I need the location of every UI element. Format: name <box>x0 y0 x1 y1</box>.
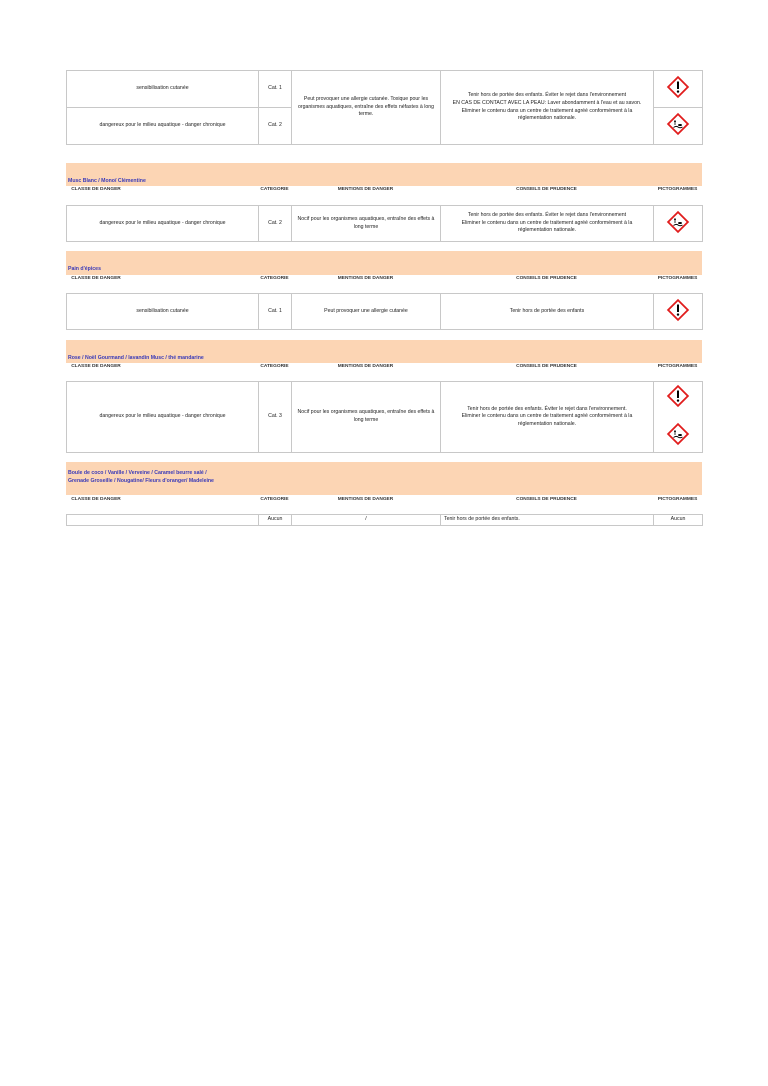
pictogram-cell <box>654 382 703 453</box>
hazard-table-1 <box>66 205 703 242</box>
header-classe: CLASSE DE DANGER <box>71 497 121 502</box>
header-conseils: CONSEILS DE PRUDENCE <box>516 187 577 192</box>
header-pictogrammes: PICTOGRAMMES <box>657 187 698 192</box>
categorie-cell: Cat. 1 <box>259 71 292 108</box>
pictogram-cell <box>654 71 703 108</box>
section-band <box>66 163 702 186</box>
conseils-line: Eliminer le contenu dans un centre de traitement agréé conformément à la réglementation nationale. <box>461 219 633 234</box>
mentions-text: Peut provoquer une allergie cutanée. Toxique pour les organismes aquatiques, entraîne des effets néfastes à long terme. <box>297 96 435 118</box>
column-headers <box>66 363 702 372</box>
column-headers <box>66 275 702 284</box>
categorie-cell: Cat. 2 <box>259 206 292 242</box>
header-categorie: CATEGORIE <box>260 276 289 281</box>
header-conseils: CONSEILS DE PRUDENCE <box>516 364 577 369</box>
classe-cell: dangereux pour le milieu aquatique - danger chronique <box>67 206 259 242</box>
hazard-table-3 <box>66 381 703 453</box>
conseils-line: Tenir hors de portée des enfants. Éviter le rejet dans l'environnement <box>467 92 627 99</box>
classe-cell: dangereux pour le milieu aquatique - danger chronique <box>67 108 259 145</box>
header-mentions: MENTIONS DE DANGER <box>337 497 394 502</box>
header-conseils: CONSEILS DE PRUDENCE <box>516 497 577 502</box>
exclamation-mark-ghs-icon <box>666 298 690 322</box>
conseils-cell <box>441 71 654 145</box>
header-pictogrammes: PICTOGRAMMES <box>657 276 698 281</box>
section-band <box>66 340 702 363</box>
header-pictogrammes: PICTOGRAMMES <box>657 497 698 502</box>
categorie-cell: Cat. 3 <box>259 382 292 453</box>
column-headers <box>66 186 702 195</box>
mentions-cell <box>292 71 441 145</box>
mentions-cell: Peut provoquer une allergie cutanée <box>292 294 441 330</box>
classe-cell: sensibilisation cutanée <box>67 71 259 108</box>
categorie-cell: Aucun <box>259 515 292 526</box>
section-title: Musc Blanc / Monoï Clémentine <box>68 178 146 184</box>
conseils-line: Eliminer le contenu dans un centre de traitement agréé conformément à la réglementation nationale. <box>461 413 633 427</box>
categorie-cell: Cat. 1 <box>259 294 292 330</box>
header-categorie: CATEGORIE <box>260 364 289 369</box>
hazard-table-2 <box>66 293 703 330</box>
header-categorie: CATEGORIE <box>260 497 289 502</box>
section-band <box>66 462 702 495</box>
conseils-cell <box>441 206 654 242</box>
conseils-line: Eliminer le contenu dans un centre de traitement agréé conformément à la réglementation nationale. <box>461 107 633 122</box>
column-headers <box>66 496 702 505</box>
conseils-cell: Tenir hors de portée des enfants. <box>441 515 654 526</box>
header-classe: CLASSE DE DANGER <box>71 187 121 192</box>
header-categorie: CATEGORIE <box>260 187 289 192</box>
exclamation-mark-ghs-icon <box>666 75 690 99</box>
hazard-table-top <box>66 70 703 145</box>
header-conseils: CONSEILS DE PRUDENCE <box>516 276 577 281</box>
conseils-cell <box>441 382 654 453</box>
classe-cell: sensibilisation cutanée <box>67 294 259 330</box>
header-classe: CLASSE DE DANGER <box>71 276 121 281</box>
header-mentions: MENTIONS DE DANGER <box>337 187 394 192</box>
exclamation-mark-ghs-icon <box>666 384 690 408</box>
pictogram-cell <box>654 294 703 330</box>
header-mentions: MENTIONS DE DANGER <box>337 364 394 369</box>
section-title: Rose / Noël Gourmand / lavandin Musc / thé mandarine <box>68 355 204 361</box>
pictogram-cell <box>654 108 703 145</box>
section-band <box>66 251 702 275</box>
conseils-line: EN CAS DE CONTACT AVEC LA PEAU: Laver abondamment à l'eau et au savon. <box>452 99 642 106</box>
mentions-cell: Nocif pour les organismes aquatiques, entraîne des effets à long terme <box>292 382 441 453</box>
classe-cell <box>67 515 259 526</box>
environment-hazard-ghs-icon <box>666 210 690 234</box>
header-mentions: MENTIONS DE DANGER <box>337 276 394 281</box>
mentions-cell: Nocif pour les organismes aquatiques, entraîne des effets à long terme <box>292 206 441 242</box>
mentions-cell: / <box>292 515 441 526</box>
conseils-line: Tenir hors de portée des enfants. Éviter le rejet dans l'environnement <box>467 212 627 219</box>
section-title: Boule de coco / Vanille / Verveine / Caramel beurre salé / <box>68 470 207 476</box>
environment-hazard-ghs-icon <box>666 422 690 446</box>
pictogram-cell: Aucun <box>654 515 703 526</box>
section-title: Grenade Groseille / Nougatine/ Fleurs d'oranger/ Madeleine <box>68 478 214 484</box>
classe-cell: dangereux pour le milieu aquatique - danger chronique <box>67 382 259 453</box>
conseils-cell: Tenir hors de portée des enfants <box>441 294 654 330</box>
pictogram-cell <box>654 206 703 242</box>
conseils-line: Tenir hors de portée des enfants. Éviter le rejet dans l'environnement. <box>467 405 627 412</box>
header-classe: CLASSE DE DANGER <box>71 364 121 369</box>
hazard-table-4 <box>66 514 703 526</box>
categorie-cell: Cat. 2 <box>259 108 292 145</box>
section-title: Pain d'épices <box>68 266 101 272</box>
environment-hazard-ghs-icon <box>666 112 690 136</box>
header-pictogrammes: PICTOGRAMMES <box>657 364 698 369</box>
